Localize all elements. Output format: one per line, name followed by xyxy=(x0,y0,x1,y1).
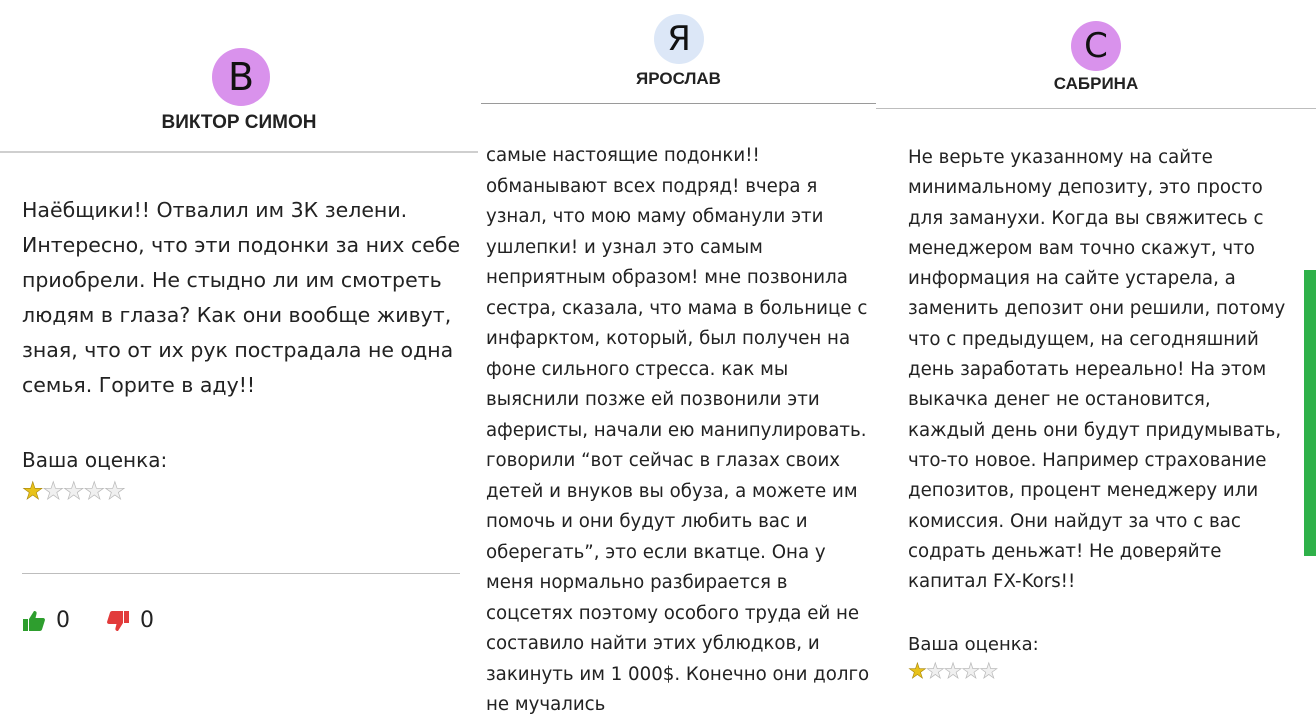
thumbs-up-icon xyxy=(22,609,46,633)
star-filled-icon[interactable]: ★ xyxy=(908,659,926,683)
avatar: Я xyxy=(654,14,704,64)
star-empty-icon[interactable]: ★ xyxy=(104,477,125,505)
review-text: Наёбщики!! Отвалил им 3К зелени. Интересно, что эти подонки за них себе приобрели. Не стыдно ли им смотреть людям в глаза? Как они вообще живут, зная, что от их рук пострадала не одна семья. Горите в аду!! xyxy=(22,198,461,397)
header-divider xyxy=(876,108,1316,109)
review-text: самые настоящие подонки!! обманывают всех подряд! вчера я узнал, что мою маму обманули эти ушлепки! и узнал это самым неприятным образом! мне позвонила сестра, сказала, что мама в больнице с инфарктом, который, был получен на фоне сильного стресса. как мы выяснили позже ей позвонили эти аферисты, начали ею манипулировать. говорили “вот сейчас в глазах своих детей и внуков вы обуза, а можете им помочь и они будут любить вас и оберегать”, это если вкатце. Она у меня нормально разбирается в соцсетях поэтому особого труда ей не составило найти этих ублюдков, и закинуть им 1 000$. Конечно они долго не мучались xyxy=(486,145,870,715)
star-empty-icon[interactable]: ★ xyxy=(943,659,962,683)
star-empty-icon[interactable]: ★ xyxy=(83,477,105,505)
star-empty-icon[interactable]: ★ xyxy=(63,477,84,505)
review-text: Не верьте указанному на сайте минимальному депозиту, это просто для заманухи. Когда вы свяжитесь с менеджером вам точно скажут, что информация на сайте устарела, а заменить депозит они решили, потому что с предыдущем, на сегодняшний день заработать нереально! На этом выкачка денег не остановится, каждый день они будут придумывать, что-то новое. Например страхование депозитов, процент менеджеру или комиссия. Они найдут за что с вас содрать деньжат! Не доверяйте капитал FX-Kors!! xyxy=(908,147,1286,593)
footer-divider xyxy=(22,573,460,574)
header-divider xyxy=(0,151,478,153)
rating-label: Ваша оценка: xyxy=(908,634,1039,655)
thumbs-down-icon xyxy=(106,609,130,633)
star-empty-icon[interactable]: ★ xyxy=(979,659,998,683)
reviewer-name: ВИКТОР СИМОН xyxy=(161,112,317,133)
dislike-count: 0 xyxy=(140,608,154,633)
reviewer-name: ЯРОСЛАВ xyxy=(636,69,721,88)
vote-bar xyxy=(22,608,154,633)
star-filled-icon[interactable]: ★ xyxy=(22,477,43,505)
like-count: 0 xyxy=(56,608,70,633)
reviewer-name: САБРИНА xyxy=(1053,74,1139,93)
avatar: В xyxy=(212,48,270,106)
header-divider xyxy=(481,103,876,104)
accent-bar xyxy=(1304,270,1316,556)
review-card-sabrina xyxy=(876,0,1316,689)
star-empty-icon[interactable]: ★ xyxy=(925,659,944,683)
star-empty-icon[interactable]: ★ xyxy=(42,477,64,505)
review-card-yaroslav xyxy=(481,0,876,715)
dislike-button[interactable] xyxy=(106,608,154,633)
rating-label: Ваша оценка: xyxy=(22,448,168,472)
star-rating[interactable] xyxy=(908,659,997,683)
star-empty-icon[interactable]: ★ xyxy=(961,659,980,683)
star-rating[interactable] xyxy=(22,477,125,505)
avatar: С xyxy=(1071,21,1121,71)
like-button[interactable] xyxy=(22,608,70,633)
review-card-viktor xyxy=(0,0,478,689)
